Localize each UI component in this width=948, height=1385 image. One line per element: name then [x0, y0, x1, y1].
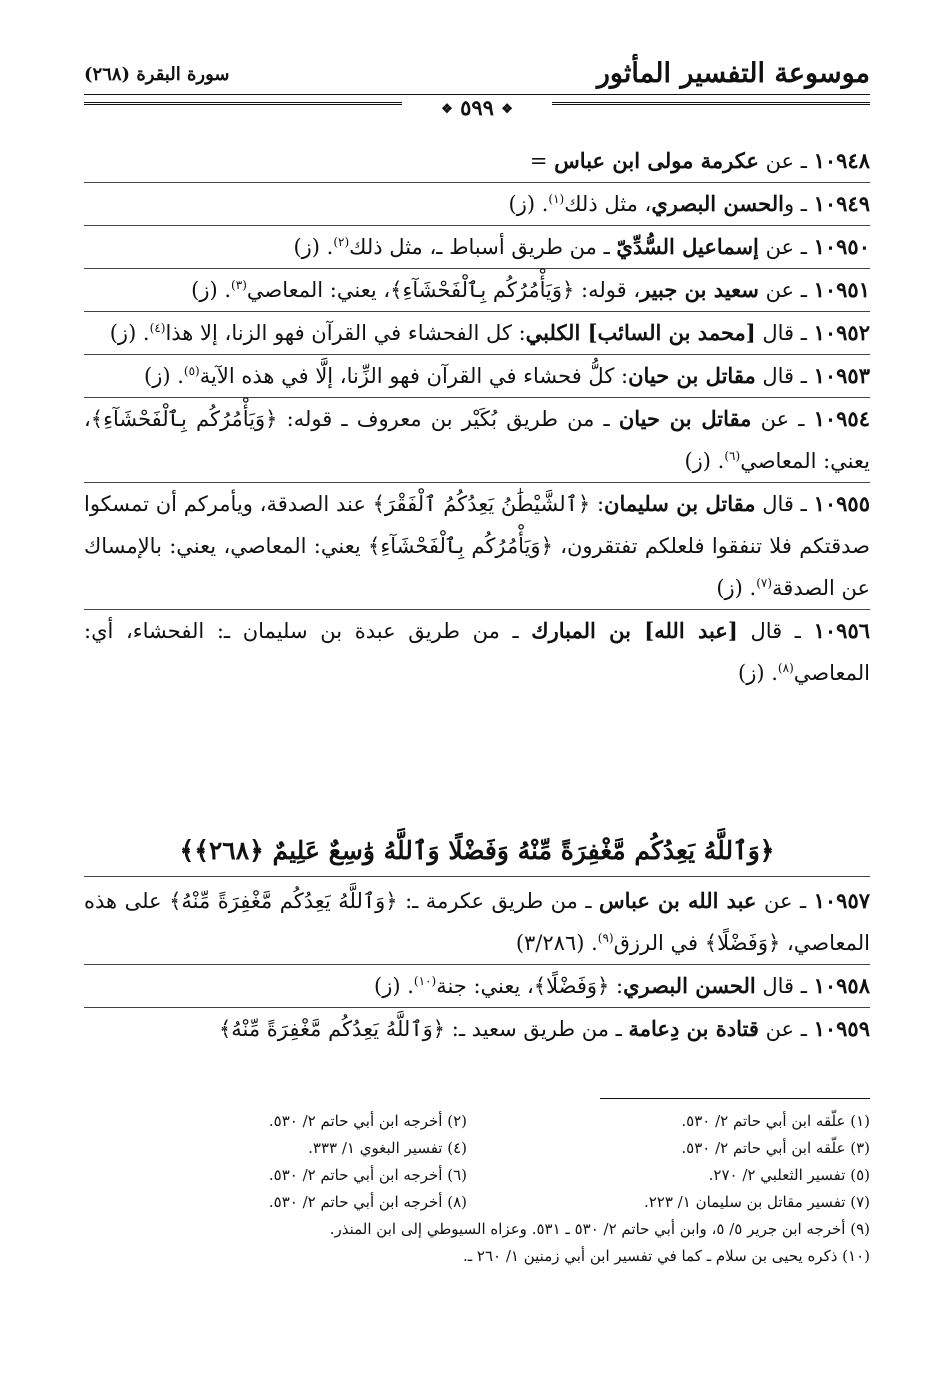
footnote-ref: (٩) [597, 931, 614, 945]
footnote-ref: (٣) [231, 278, 247, 292]
narration-connector: ـ قال [737, 619, 814, 643]
narration-text: ، يعني: المعاصي [246, 278, 391, 302]
narration-text: على هذه المعاصي، [84, 889, 870, 955]
narration-number: ١٠٩٥٤ [813, 406, 870, 431]
commentary-body-continued [84, 880, 870, 1050]
narration-text: ـ من طريق سعيد ـ: [445, 1017, 629, 1041]
narration-connector: ـ عن [751, 407, 814, 431]
narration-connector: ـ قال [755, 321, 814, 345]
divider-right [552, 102, 870, 105]
narration-text: في الرزق [613, 931, 705, 955]
surah-label: سورة البقرة (٢٦٨) [84, 64, 230, 85]
narration-number: ١٠٩٥٧ [813, 888, 871, 913]
quran-quote: ﴿وَيَأْمُرُكُم بِٱلْفَحْشَآءِ﴾ [390, 278, 575, 302]
narrator-name: عبد الله بن عباس [599, 888, 757, 913]
narration-number: ١٠٩٥٩ [813, 1016, 870, 1041]
narration-number: ١٠٩٥١ [813, 277, 870, 302]
footnote: (١) علّقه ابن أبي حاتم ٢/ ٥٣٠. [681, 1112, 870, 1130]
narration-text: عند الصدقة، ويأمركم أن تمسكوا صدقتكم فلا تنفقوا فلعلكم تفتقرون، [84, 492, 870, 558]
narration-connector: ـ عن [758, 278, 814, 302]
footnotes [84, 1108, 870, 1270]
footnote-ref: (٦) [724, 449, 741, 463]
narration-tail: . (ز) [191, 278, 232, 302]
narration-connector: ـ قال [755, 492, 814, 516]
verse-heading: ﴿وَٱللَّهُ يَعِدُكُم مَّغْفِرَةً مِّنْهُ وَفَضْلًا وَٱللَّهُ وَٰسِعٌ عَلِيمٌ ﴿٢٦٨﴾﴾ [84, 826, 870, 877]
narration-number: ١٠٩٥٢ [813, 320, 870, 345]
narration-entry [84, 354, 870, 397]
narration-number: ١٠٩٤٨ [813, 148, 870, 173]
narration-number: ١٠٩٥٦ [813, 618, 871, 643]
narration-tail: . (ز) [293, 235, 334, 259]
page-number: ❖ ٥٩٩ ❖ [441, 95, 513, 120]
quran-quote: ﴿وَيَأْمُرُكُم بِٱلْفَحْشَآءِ﴾ [90, 407, 278, 431]
footnote-ref: (١٠) [413, 974, 437, 988]
footnote-ref: (٤) [149, 321, 166, 335]
quran-quote: ﴿وَيَأْمُرُكُم بِٱلْفَحْشَآءِ﴾ [368, 534, 553, 558]
narration-entry [84, 397, 870, 482]
narrator-name: الحسن البصري [651, 191, 784, 216]
narration-number: ١٠٩٥٥ [813, 491, 870, 516]
footnote-ref: (٢) [333, 235, 350, 249]
narrator-name: مقاتل بن حيان [628, 363, 756, 388]
quran-quote: ﴿وَفَضْلًا﴾ [533, 974, 610, 998]
narration-connector: ـ قال [755, 364, 814, 388]
footnote-ref: (٧) [756, 576, 773, 590]
narration-entry [84, 964, 870, 1007]
footnote-ref: (٥) [183, 364, 200, 378]
series-title: موسوعة التفسير المأثور [596, 58, 870, 89]
narrator-name: [محمد بن السائب] الكلبي [525, 320, 756, 345]
narration-text: ـ من طريق بُكَيْر بن معروف ـ قوله: [277, 407, 619, 431]
narration-number: ١٠٩٤٩ [813, 191, 870, 216]
footnote: (٩) أخرجه ابن جرير ٥/ ٥، وابن أبي حاتم ٢/ ٥٣٠ ـ ٥٣١. وعزاه السيوطي إلى ابن المنذر. [329, 1220, 870, 1238]
footnote: (٤) تفسير البغوي ١/ ٣٣٣. [308, 1139, 467, 1157]
footnote: (٥) تفسير الثعلبي ٢/ ٢٧٠. [708, 1166, 870, 1184]
narration-text: ـ من طريق أسباط ـ، مثل ذلك [349, 235, 617, 259]
footnote-grid [84, 1108, 870, 1216]
narration-entry [84, 225, 870, 268]
narration-entry [84, 880, 870, 964]
narrator-name: [عبد الله] بن المبارك [531, 618, 738, 643]
narration-tail: . (ز) [109, 321, 150, 345]
narration-entry [84, 311, 870, 354]
footnote-ref: (١) [548, 192, 565, 206]
footnote-full-lines [84, 1216, 870, 1270]
narrator-name: إسماعيل السُّدِّيّ [616, 234, 759, 259]
narration-tail: . (ز) [738, 661, 778, 685]
footnote-separator [600, 1098, 870, 1099]
ornament-icon: ❖ [441, 102, 453, 117]
narration-text: ـ من طريق عكرمة ـ: [397, 889, 600, 913]
quran-quote: ﴿ٱلشَّيْطَٰنُ يَعِدُكُمُ ٱلْفَقْرَ﴾ [372, 492, 591, 516]
footnote: (٧) تفسير مقاتل بن سليمان ١/ ٢٢٣. [643, 1193, 870, 1211]
narrator-name: قتادة بن دِعامة [628, 1016, 759, 1041]
narration-tail: . (ز) [684, 449, 725, 473]
narration-connector: ـ عن [758, 1017, 814, 1041]
narration-number: ١٠٩٥٨ [813, 973, 870, 998]
footnote-ref: (٨) [777, 661, 794, 675]
narration-number: ١٠٩٥٠ [813, 234, 870, 259]
narrator-name: عكرمة مولى ابن عباس [554, 148, 759, 173]
quran-quote: ﴿وَفَضْلًا﴾ [704, 931, 781, 955]
narrator-name: الحسن البصري [623, 973, 756, 998]
narration-tail: . (ز) [144, 364, 184, 388]
narration-entry [84, 482, 870, 609]
footnote: (١٠) ذكره يحيى بن سلام ـ كما في تفسير ابن أبي زمنين ١/ ٢٦٠ ـ. [462, 1247, 870, 1265]
footnote: (٢) أخرجه ابن أبي حاتم ٢/ ٥٣٠. [268, 1112, 467, 1130]
narrator-name: مقاتل بن حيان [618, 406, 752, 431]
narration-text: : كلُّ فحشاء في القرآن فهو الزِّنا، إلَّا في هذه الآية [199, 364, 629, 388]
narration-text: ـ من طريق عبدة بن سليمان ـ: الفحشاء، أي: المعاصي [84, 619, 870, 685]
commentary-body [84, 140, 870, 694]
narration-number: ١٠٩٥٣ [813, 363, 870, 388]
narration-entry [84, 1007, 870, 1050]
narration-tail: . (ز) [716, 576, 757, 600]
page-number-row [84, 95, 870, 120]
ornament-icon: ❖ [501, 102, 513, 117]
footnote: (٣) علّقه ابن أبي حاتم ٢/ ٥٣٠. [681, 1139, 870, 1157]
divider-left [84, 102, 402, 105]
narration-text: ، قوله: [574, 278, 641, 302]
narration-entry [84, 268, 870, 311]
narration-text: ، يعني: جنة [436, 974, 534, 998]
narration-text: : [590, 492, 605, 516]
narration-connector: ـ قال [755, 974, 814, 998]
narration-tail: . (ز) [508, 192, 549, 216]
narration-text: : [609, 974, 624, 998]
quran-quote: ﴿وَٱللَّهُ يَعِدُكُم مَّغْفِرَةً مِّنْهُ﴾ [218, 1017, 446, 1041]
footnote: (٨) أخرجه ابن أبي حاتم ٢/ ٥٣٠. [268, 1193, 467, 1211]
narration-connector: ـ و [783, 192, 814, 216]
narration-text: ، يعني: المعاصي [84, 407, 870, 473]
narration-text: يعني: المعاصي، يعني: بالإمساك عن الصدقة [84, 534, 870, 600]
narration-entry [84, 609, 870, 694]
narration-connector: ـ عن [758, 235, 814, 259]
narration-text: : كل الفحشاء في القرآن فهو الزنا، إلا هذا [165, 321, 526, 345]
narration-tail: . (٣/٢٨٦) [515, 931, 598, 955]
narration-entry [84, 140, 870, 182]
narration-text: = [529, 149, 555, 173]
footnote: (٦) أخرجه ابن أبي حاتم ٢/ ٥٣٠. [268, 1166, 467, 1184]
quran-quote: ﴿وَٱللَّهُ يَعِدُكُم مَّغْفِرَةً مِّنْهُ﴾ [169, 889, 398, 913]
narration-connector: ـ عن [758, 149, 814, 173]
narration-connector: ـ عن [756, 889, 814, 913]
narrator-name: سعيد بن جبير [640, 277, 759, 302]
narration-tail: . (ز) [374, 974, 414, 998]
narration-text: ، مثل ذلك [564, 192, 652, 216]
narrator-name: مقاتل بن سليمان [604, 491, 756, 516]
page-header [84, 52, 870, 120]
narration-entry [84, 182, 870, 225]
